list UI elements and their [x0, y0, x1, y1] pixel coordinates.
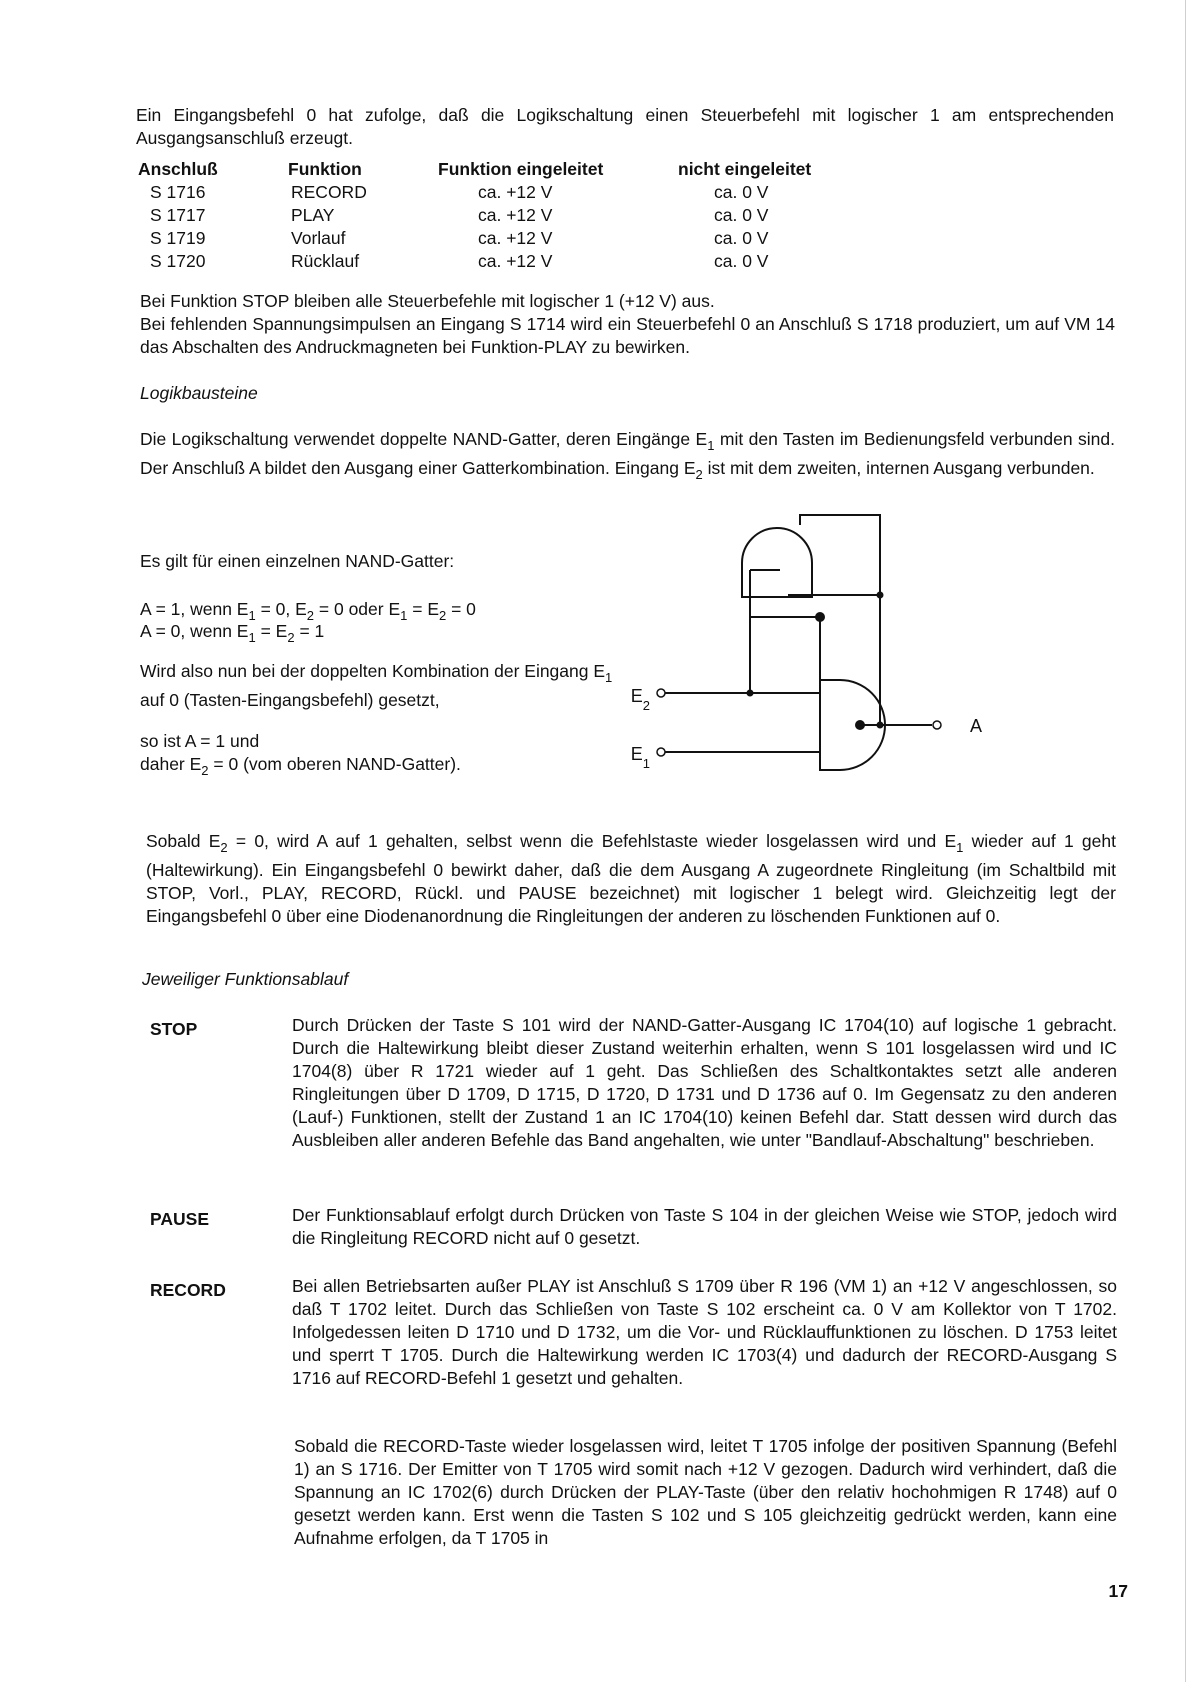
table-cell: PLAY	[291, 205, 335, 225]
column-header: Anschluß	[138, 159, 218, 179]
nand-paragraph-3b	[140, 753, 461, 782]
column-header: nicht eingeleitet	[678, 159, 812, 179]
table-cell: S 1717	[150, 205, 206, 225]
table-cell: ca. 0 V	[714, 228, 769, 248]
table-row	[138, 204, 858, 227]
label-e1: $E_1$	[630, 744, 650, 771]
function-label-stop: STOP	[150, 1019, 198, 1039]
connection-table	[138, 158, 858, 273]
table-cell: S 1720	[150, 251, 206, 271]
text-run: mit den Tasten im Bedienungsfeld verbunden sind. Der Anschluß A bildet den Ausgang einer Gatterkombination. Eingang E	[140, 429, 1115, 478]
subscript: 1	[707, 438, 715, 453]
text-run: Sobald E	[146, 831, 221, 851]
table-cell: ca. 0 V	[714, 182, 769, 202]
table-cell: ca. +12 V	[478, 228, 553, 248]
subscript: 2	[306, 608, 315, 623]
inversion-bubble	[815, 612, 825, 622]
junction-dot	[877, 722, 884, 729]
subscript: 1	[400, 608, 408, 623]
text-run: ist mit dem zweiten, internen Ausgang verbunden.	[702, 458, 1095, 478]
page-edge-line	[1185, 0, 1186, 1682]
stop-paragraph-2: Bei fehlenden Spannungsimpulsen an Eingang S 1714 wird ein Steuerbefehl 0 an Anschluß S 1718 produziert, um auf VM 14 das Abschalten des Andruckmagneten bei Funktion-PLAY zu bewirken.	[140, 314, 1115, 357]
label-e2: $E_2$	[630, 686, 650, 713]
text-run: = 0 oder E	[314, 599, 401, 619]
text-run: Wird also nun bei der doppelten Kombination der Eingang E	[140, 661, 606, 681]
logik-paragraph	[140, 428, 1115, 486]
text-run: = 0, wird A auf 1 gehalten, selbst wenn die Befehlstaste wieder losgelassen wird und E	[227, 831, 957, 851]
table-header-row	[138, 158, 858, 181]
subscript: 2	[220, 840, 228, 855]
subscript: 2	[439, 608, 447, 623]
function-text-record: Bei allen Betriebsarten außer PLAY ist Anschluß S 1709 über R 196 (VM 1) an +12 V angeschlossen, so daß T 1702 leitet. Durch das Schließen von Taste S 102 erscheint ca. 0 V am Kollektor von T 1702. Infolgedessen leiten D 1710 und D 1732, um die Vor- und Rücklauffunktionen zu löschen. D 1753 leitet und sperrt T 1705. Durch die Haltewirkung werden IC 1703(4) und dadurch der RECORD-Ausgang S 1716 auf RECORD-Befehl 1 gesetzt und gehalten.	[292, 1276, 1117, 1388]
function-label-record: RECORD	[150, 1280, 226, 1300]
text-run: wieder auf 1 geht (Haltewirkung). Ein Eingangsbefehl 0 bewirkt daher, daß die dem Ausgang A zugeordnete Ringleitung (im Schaltbild mit STOP, Vorl., PLAY, RECORD, Rückl. und PAUSE bezeichnet) mit logischer 1 belegt wird. Gleichzeitig legt der Eingangsbefehl 0 über eine Diodenanordnung die Ringleitungen der anderen zu löschenden Funktionen auf 0.	[146, 831, 1116, 926]
inversion-bubble	[855, 720, 865, 730]
nand-paragraph-2	[140, 660, 620, 712]
table-cell: S 1719	[150, 228, 206, 248]
upper-nand-gate-body	[742, 528, 812, 597]
table-cell: ca. 0 V	[714, 251, 769, 271]
text-run: = 0	[446, 599, 476, 619]
text-run: = 1	[294, 621, 325, 641]
text-run: = E	[255, 621, 288, 641]
table-cell: ca. +12 V	[478, 182, 553, 202]
text-run: Die Logikschaltung verwendet doppelte NAND-Gatter, deren Eingänge E	[140, 429, 708, 449]
record-paragraph-2: Sobald die RECORD-Taste wieder losgelassen wird, leitet T 1705 infolge der positiven Spannung (Befehl 1) an S 1716. Der Emitter von T 1705 wird somit nach +12 V gezogen. Dadurch wird verhindert, daß die Spannung an IC 1702(6) durch Drücken der PLAY-Taste (über den relativ hochohmigen R 1748) auf 0 gesetzt werden kann. Erst wenn die Tasten S 102 und S 105 gleichzeitig gedrückt werden, kann eine Aufnahme erfolgen, da T 1705 in	[294, 1436, 1117, 1548]
subscript: 1	[248, 608, 256, 623]
function-text-pause: Der Funktionsablauf erfolgt durch Drücken von Taste S 104 in der gleichen Weise wie STOP, jedoch wird die Ringleitung RECORD nicht auf 0 gesetzt.	[292, 1205, 1117, 1248]
label-a: A	[970, 716, 983, 736]
stop-paragraph-1: Bei Funktion STOP bleiben alle Steuerbefehle mit logischer 1 (+12 V) aus.	[140, 291, 715, 311]
column-header: Funktion eingeleitet	[438, 159, 604, 179]
table-cell: ca. +12 V	[478, 251, 553, 271]
nand-rule-2	[140, 620, 324, 649]
terminal-e1	[657, 748, 665, 756]
table-cell: ca. 0 V	[714, 205, 769, 225]
subscript: 2	[201, 763, 209, 778]
text-run: = E	[407, 599, 439, 619]
text-run: A = 0, wenn E	[140, 621, 249, 641]
table-cell: Rücklauf	[291, 251, 360, 271]
table-row	[138, 250, 858, 273]
heading-logikbausteine: Logikbausteine	[140, 383, 258, 403]
terminal-a	[933, 721, 941, 729]
text-run: A = 1, wenn E	[140, 599, 249, 619]
wire-upper-top	[800, 515, 830, 525]
table-row	[138, 181, 858, 204]
table-cell: RECORD	[291, 182, 367, 202]
nand-intro: Es gilt für einen einzelnen NAND-Gatter:	[140, 551, 455, 571]
subscript: 1	[248, 630, 256, 645]
text-run: daher E	[140, 754, 202, 774]
table-cell: ca. +12 V	[478, 205, 553, 225]
intro-paragraph: Ein Eingangsbefehl 0 hat zufolge, daß die Logikschaltung einen Steuerbefehl mit logischer 1 am entsprechenden Ausgangsanschluß erzeugt.	[136, 105, 1114, 148]
subscript: 2	[695, 467, 703, 482]
table-cell: Vorlauf	[291, 228, 346, 248]
text-run: = 0, E	[255, 599, 307, 619]
table-cell: S 1716	[150, 182, 206, 202]
subscript: 2	[287, 630, 295, 645]
junction-dot	[747, 690, 754, 697]
function-text-stop: Durch Drücken der Taste S 101 wird der NAND-Gatter-Ausgang IC 1704(10) auf logische 1 gebracht. Durch die Haltewirkung bleibt dieser Zustand weiterhin erhalten, wenn S 101 losgelassen wird und IC 1704(8) über R 1721 wieder auf 1 geht. Das Schließen des Schaltkontaktes setzt alle anderen Ringleitungen über D 1709, D 1715, D 1720, D 1731 und D 1736 auf 0. Im Gegensatz zu den anderen (Lauf-) Funktionen, stellt der Zustand 1 an IC 1704(10) keinen Befehl dar. Statt dessen wird durch das Ausbleiben aller anderen Befehle das Band angehalten, wie unter "Bandlauf-Abschaltung" beschrieben.	[292, 1015, 1117, 1150]
heading-funktionsablauf: Jeweiliger Funktionsablauf	[142, 969, 349, 989]
text-run: auf 0 (Tasten-Eingangsbefehl) gesetzt,	[140, 690, 440, 710]
subscript: 1	[605, 670, 613, 685]
table-row	[138, 227, 858, 250]
terminal-e2	[657, 689, 665, 697]
nand-paragraph-3a: so ist A = 1 und	[140, 731, 260, 751]
sobald-paragraph	[146, 830, 1116, 928]
page-number: 17	[1108, 1581, 1128, 1601]
junction-dot	[877, 592, 884, 599]
text-run: = 0 (vom oberen NAND-Gatter).	[208, 754, 461, 774]
wire-upper-feedback	[830, 515, 880, 595]
nand-gate-diagram	[630, 515, 1000, 795]
function-label-pause: PAUSE	[150, 1209, 209, 1229]
subscript: 1	[956, 840, 964, 855]
column-header: Funktion	[288, 159, 362, 179]
